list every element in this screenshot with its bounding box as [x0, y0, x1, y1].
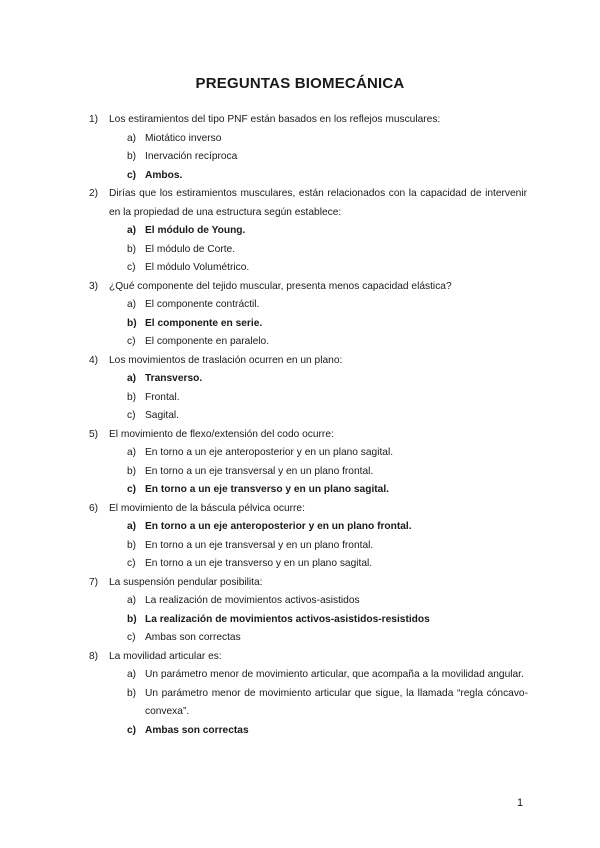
- question-3: [0, 278, 600, 352]
- option-text: Frontal.: [145, 391, 180, 403]
- option-letter: b): [127, 539, 137, 551]
- option-letter: b): [127, 613, 137, 625]
- answer-option: [0, 463, 600, 482]
- answer-option-correct: [0, 722, 600, 741]
- option-letter: c): [127, 410, 136, 421]
- option-text: En torno a un eje transversal y en un plano frontal.: [145, 539, 374, 551]
- option-letter: a): [127, 225, 137, 236]
- question-text: ¿Qué componente del tejido muscular, presenta menos capacidad elástica?: [109, 280, 452, 292]
- question-list: [0, 111, 600, 740]
- question-number: 7): [89, 576, 99, 588]
- answer-option: [0, 259, 600, 278]
- option-text: Ambas son correctas: [145, 632, 241, 643]
- option-letter: b): [127, 465, 137, 477]
- page-number: 1: [517, 797, 524, 809]
- answer-option: [0, 130, 600, 149]
- answer-option: [0, 296, 600, 315]
- option-text: El componente en serie.: [145, 317, 263, 329]
- question-text: Dirías que los estiramientos musculares, están relacionados con la capacidad de intervenir en la propiedad de una estructura según establece:: [109, 188, 527, 218]
- option-text: En torno a un eje transverso y en un plano sagital.: [145, 484, 389, 495]
- answer-option: [0, 241, 600, 260]
- option-letter: c): [127, 632, 136, 643]
- question-4: [0, 352, 600, 426]
- answer-option: [0, 555, 600, 574]
- option-text: El componente contráctil.: [145, 299, 260, 310]
- answer-option: [0, 389, 600, 408]
- option-text: El módulo de Corte.: [145, 243, 236, 255]
- option-letter: b): [127, 243, 137, 255]
- question-number: 8): [89, 650, 99, 662]
- option-letter: a): [127, 447, 137, 458]
- option-text: El módulo de Young.: [145, 225, 246, 236]
- option-text: En torno a un eje anteroposterior y en un plano frontal.: [145, 521, 412, 532]
- answer-option: [0, 592, 600, 611]
- question-text: Los estiramientos del tipo PNF están basados en los reflejos musculares:: [109, 114, 441, 125]
- option-letter: b): [127, 317, 137, 329]
- option-text: En torno a un eje anteroposterior y en un plano sagital.: [145, 447, 394, 458]
- option-text: La realización de movimientos activos-asistidos-resistidos: [145, 613, 430, 625]
- option-letter: c): [127, 336, 136, 347]
- option-letter: c): [127, 262, 136, 273]
- option-letter: a): [127, 132, 137, 144]
- option-text: En torno a un eje transverso y en un plano sagital.: [145, 558, 373, 569]
- option-letter: c): [127, 169, 137, 181]
- option-letter: b): [127, 151, 137, 162]
- question-1: [0, 111, 600, 185]
- question-text: El movimiento de la báscula pélvica ocurre:: [109, 502, 305, 514]
- document-title: PREGUNTAS BIOMECÁNICA: [195, 75, 405, 92]
- option-letter: c): [127, 558, 136, 569]
- question-number: 6): [89, 502, 99, 514]
- question-5: [0, 426, 600, 500]
- answer-option: [0, 685, 600, 722]
- option-text: Transverso.: [145, 373, 203, 384]
- option-letter: a): [127, 669, 137, 680]
- option-text: En torno a un eje transversal y en un plano frontal.: [145, 465, 374, 477]
- option-letter: c): [127, 484, 137, 495]
- option-text: El componente en paralelo.: [145, 336, 270, 347]
- question-6: [0, 500, 600, 574]
- question-text: La movilidad articular es:: [109, 650, 222, 662]
- question-text: El movimiento de flexo/extensión del codo ocurre:: [109, 428, 334, 440]
- answer-option: [0, 537, 600, 556]
- question-number: 4): [89, 354, 99, 366]
- option-letter: a): [127, 595, 137, 606]
- answer-option-correct: [0, 315, 600, 334]
- answer-option: [0, 333, 600, 352]
- option-text: Sagital.: [145, 410, 179, 421]
- option-text: Inervación recíproca: [145, 151, 238, 162]
- question-number: 2): [89, 188, 99, 199]
- answer-option: [0, 629, 600, 648]
- answer-option: [0, 407, 600, 426]
- option-text: El módulo Volumétrico.: [145, 262, 250, 273]
- question-2: [0, 185, 600, 278]
- question-number: 1): [89, 114, 99, 125]
- option-text: Un parámetro menor de movimiento articular, que acompaña a la movilidad angular.: [145, 669, 524, 680]
- option-letter: a): [127, 373, 137, 384]
- option-text: Ambos.: [145, 169, 183, 181]
- option-letter: c): [127, 724, 137, 736]
- question-text: Los movimientos de traslación ocurren en un plano:: [109, 354, 343, 366]
- question-number: 5): [89, 428, 99, 440]
- option-text: Un parámetro menor de movimiento articular que sigue, la llamada “regla cóncavo-convexa”.: [145, 687, 528, 717]
- answer-option: [0, 444, 600, 463]
- answer-option-correct: [0, 518, 600, 537]
- option-letter: a): [127, 299, 137, 310]
- question-number: 3): [89, 280, 99, 292]
- answer-option-correct: [0, 370, 600, 389]
- question-8: [0, 648, 600, 741]
- option-letter: b): [127, 391, 137, 403]
- answer-option-correct: [0, 222, 600, 241]
- answer-option: [0, 148, 600, 167]
- answer-option-correct: [0, 611, 600, 630]
- answer-option-correct: [0, 167, 600, 186]
- question-7: [0, 574, 600, 648]
- option-text: La realización de movimientos activos-asistidos: [145, 595, 360, 606]
- option-letter: b): [127, 687, 137, 699]
- option-text: Miotático inverso: [145, 132, 222, 144]
- option-text: Ambas son correctas: [145, 724, 249, 736]
- answer-option: [0, 666, 600, 685]
- question-text: La suspensión pendular posibilita:: [109, 576, 263, 588]
- answer-option-correct: [0, 481, 600, 500]
- option-letter: a): [127, 521, 137, 532]
